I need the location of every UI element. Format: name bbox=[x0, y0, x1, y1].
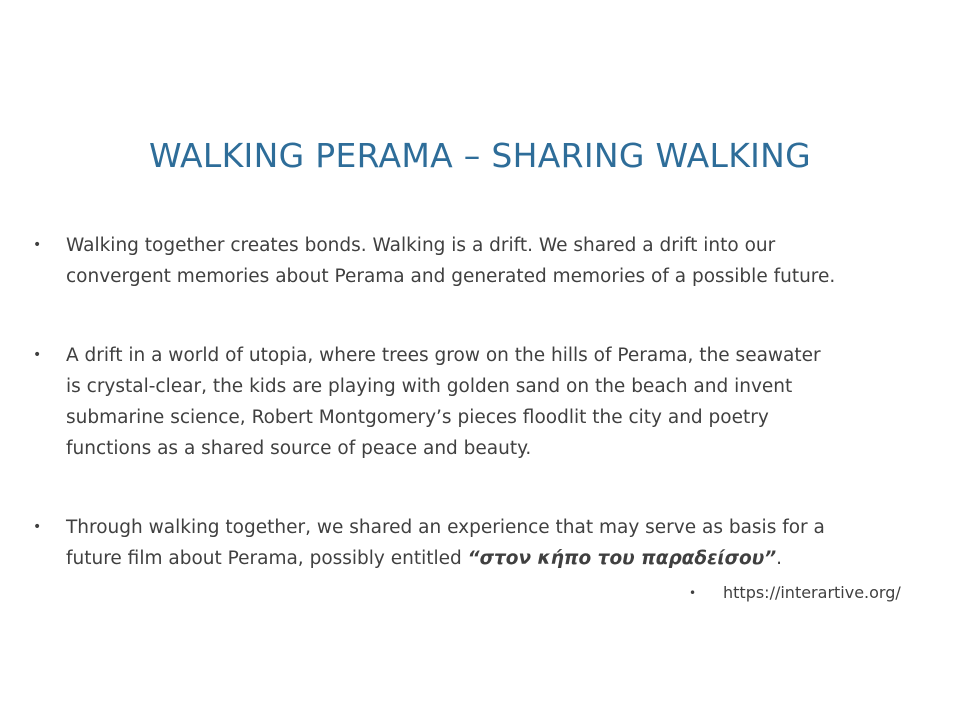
slide-title: WALKING PERAMA – SHARING WALKING bbox=[148, 136, 812, 175]
bullet-text bbox=[66, 512, 916, 574]
bullet-line: submarine science, Robert Montgomery’s pieces floodlit the city and poetry bbox=[66, 407, 769, 428]
bullet-dot: • bbox=[689, 586, 697, 600]
bullet-line: functions as a shared source of peace and beauty. bbox=[66, 438, 532, 459]
bullet-line: A drift in a world of utopia, where trees grow on the hills of Perama, the seawater bbox=[66, 345, 821, 366]
bullet-line: convergent memories about Perama and generated memories of a possible future. bbox=[66, 266, 836, 287]
bullet-dot: • bbox=[33, 519, 42, 535]
bullet-line-prefix: future film about Perama, possibly entitled bbox=[66, 548, 468, 569]
bullet-text bbox=[66, 340, 916, 464]
bullet-dot: • bbox=[33, 347, 42, 363]
bullet-line-suffix: . bbox=[776, 548, 783, 569]
bullet-dot: • bbox=[33, 237, 42, 253]
bullet-line: is crystal-clear, the kids are playing with golden sand on the beach and invent bbox=[66, 376, 793, 397]
bullet-text bbox=[66, 230, 916, 292]
website-link[interactable]: https://interartive.org/ bbox=[723, 583, 901, 602]
film-title-greek: “στον κήπο του παραδείσου” bbox=[467, 548, 777, 569]
bullet-line: Walking together creates bonds. Walking is a drift. We shared a drift into our bbox=[66, 235, 776, 256]
bullet-line: Through walking together, we shared an experience that may serve as basis for a bbox=[66, 517, 825, 538]
